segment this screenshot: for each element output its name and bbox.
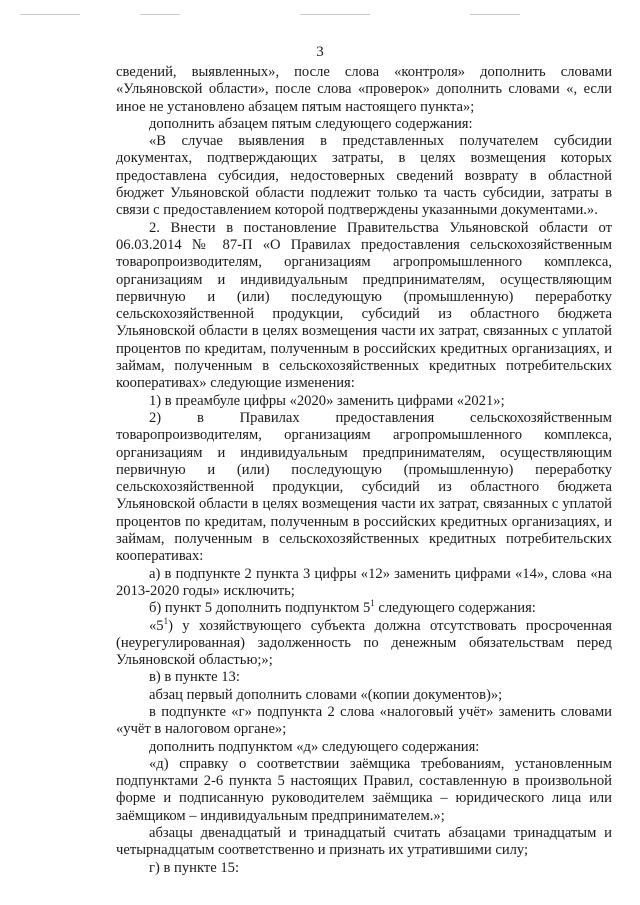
superscript: 1 xyxy=(163,615,169,626)
paragraph-subitem-2: 2) в Правилах предоставления сельскохозяйственным товаропроизводителям, организациям агропромышленного комплекса, организациям и индивидуальным предпринимателям, осуществляющим первичную и (или) последующую (промышленную) переработку сельскохозяйственной продукции, субсидий из областного бюджета Ульяновской области в целях возмещения части их затрат, связанных с уплатой процентов по кредитам, полученным в российских кредитных организациях, и займам, полученным в сельскохозяйственных кредитных потребительских кооперативах: xyxy=(116,409,612,565)
scan-artifact xyxy=(140,14,180,15)
document-body xyxy=(116,64,612,877)
page-number: 3 xyxy=(316,44,324,60)
paragraph-subitem-g: г) в пункте 15: xyxy=(149,859,239,876)
text-segment: ) у хозяйствующего субъекта должна отсутствовать просроченная (неурегулированная) задолженность по денежным обязательствам перед Ульяновской областью;»; xyxy=(116,617,612,669)
paragraph-abzacy-renumber: абзацы двенадцатый и тринадцатый считать абзацами тринадцатым и четырнадцатым соответственно и признать их утратившими силу; xyxy=(116,825,612,859)
scan-artifact xyxy=(20,14,80,15)
paragraph-subitem-b xyxy=(116,600,612,617)
paragraph-quoted-subpoint-d: «д) справку о соответствии заёмщика требованиям, установленным подпунктами 2-6 пункта 5 настоящих Правил, составленную в произвольной форме и подписанную руководителем заёмщика – юридического лица или заёмщиком – индивидуальным предпринимателем.»; xyxy=(116,755,612,824)
paragraph-quoted-insertion: «В случае выявления в представленных получателем субсидии документах, подтверждающих затраты, в целях возмещения которых предоставлена субсидия, недостоверных сведений возврату в областной бюджет Ульяновской области подлежит только та часть субсидии, затраты в связи с предоставлением которой подтверждены указанными документами.». xyxy=(116,133,612,219)
text-segment: «5 xyxy=(149,617,164,634)
paragraph-quoted-item-5-1 xyxy=(116,615,612,670)
paragraph-subpoint-g: в подпункте «г» подпункта 2 слова «налоговый учёт» заменить словами «учёт в налоговом органе»; xyxy=(116,703,612,738)
paragraph-continuation: сведений, выявленных», после слова «контроля» дополнить словами «Ульяновской области», после слова «проверок» дополнить словами «, если иное не установлено абзацем пятым настоящего пункта»; xyxy=(116,64,612,115)
paragraph-subitem-1: 1) в преамбуле цифры «2020» заменить цифрами «2021»; xyxy=(149,392,505,409)
scan-artifact xyxy=(470,14,520,15)
text-segment: б) пункт 5 дополнить подпунктом 5 xyxy=(149,600,371,617)
paragraph-subitem-v: в) в пункте 13: xyxy=(149,669,240,686)
text-segment: следующего содержания: xyxy=(374,600,536,617)
paragraph-item-2-intro: 2. Внести в постановление Правительства Ульяновской области от 06.03.2014 № 87-П «О Правилах предоставления сельскохозяйственным товаропроизводителям, организациям агропромышленного комплекса, организациям и индивидуальным предпринимателям, осуществляющим первичную и (или) последующую (промышленную) переработку сельскохозяйственной продукции, субсидий из областного бюджета Ульяновской области в целях возмещения части их затрат, связанных с уплатой процентов по кредитам, полученным в российских кредитных организациях, и займам, полученным в сельскохозяйственных кредитных потребительских кооперативах» следующие изменения: xyxy=(116,219,612,392)
superscript: 1 xyxy=(370,598,375,609)
paragraph-subitem-a: а) в подпункте 2 пункта 3 цифры «12» заменить цифрами «14», слова «на 2013-2020 годы» исключить; xyxy=(116,565,612,599)
scan-artifact xyxy=(300,14,370,15)
paragraph-amendment-instruction: дополнить абзацем пятым следующего содержания: xyxy=(149,115,473,132)
paragraph-abzac-first: абзац первый дополнить словами «(копии документов)»; xyxy=(149,686,503,703)
paragraph-add-subpoint-d: дополнить подпунктом «д» следующего содержания: xyxy=(149,738,480,755)
